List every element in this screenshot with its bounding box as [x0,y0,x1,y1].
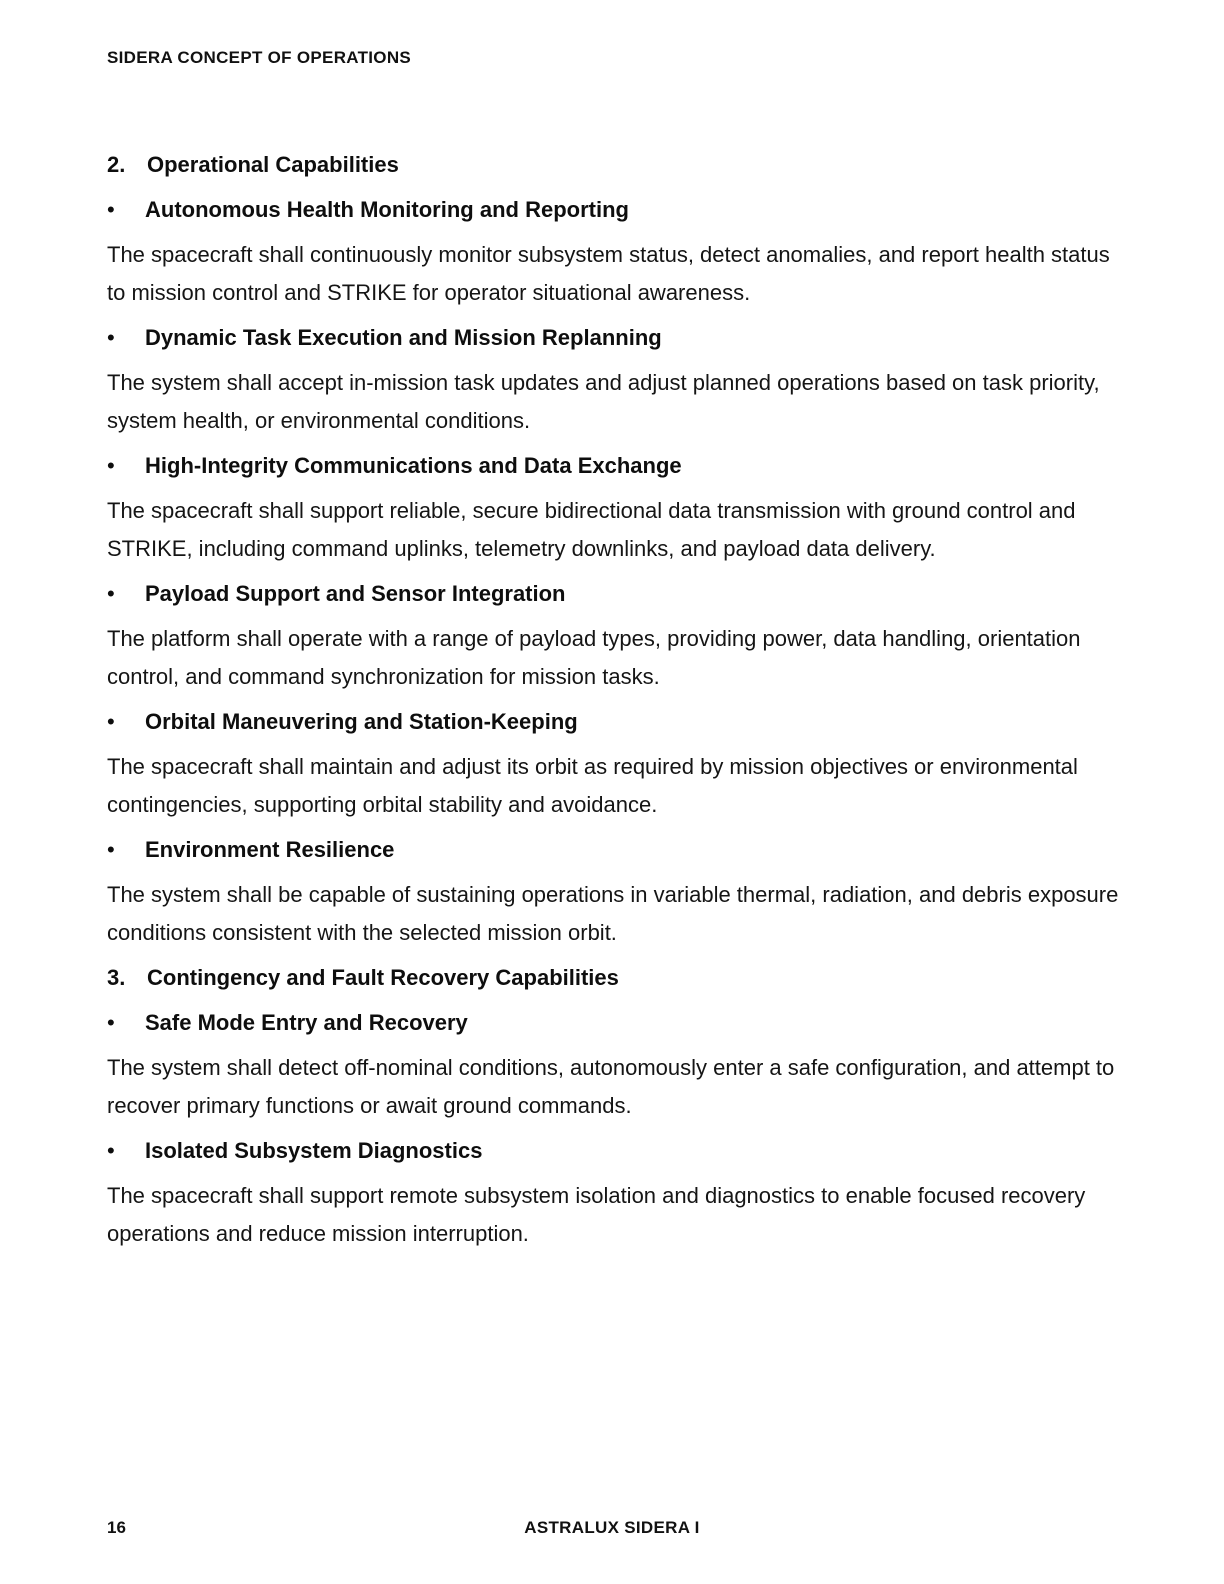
footer-page-number: 16 [107,1518,126,1537]
section-title: Contingency and Fault Recovery Capabilities [147,965,619,990]
bullet-title: Safe Mode Entry and Recovery [145,1010,468,1035]
bullet-marker: • [107,837,115,862]
bullet-title: Payload Support and Sensor Integration [145,581,566,606]
bullet-title: High-Integrity Communications and Data Exchange [145,453,682,478]
bullet-title: Autonomous Health Monitoring and Reporting [145,197,629,222]
bullet-marker: • [107,197,115,222]
bullet-marker: • [107,453,115,478]
bullet-title: Orbital Maneuvering and Station-Keeping [145,709,578,734]
section-title: Operational Capabilities [147,152,399,177]
section-number: 2. [107,152,126,177]
bullet-heading-high-integrity-comms [107,447,1119,485]
section-heading-operational-capabilities [107,146,1119,184]
paragraph: The system shall detect off-nominal conditions, autonomously enter a safe configuration, and attempt to recover primary functions or await ground commands. [107,1055,1115,1118]
bullet-title: Isolated Subsystem Diagnostics [145,1138,483,1163]
paragraph: The platform shall operate with a range of payload types, providing power, data handling, orientation control, and command synchronization for mission tasks. [107,626,1081,689]
paragraph: The spacecraft shall support reliable, secure bidirectional data transmission with ground control and STRIKE, including command uplinks, telemetry downlinks, and payload data delivery. [107,498,1076,561]
bullet-heading-isolated-diagnostics [107,1132,1119,1170]
bullet-title: Environment Resilience [145,837,395,862]
footer-doc-title: ASTRALUX SIDERA I [524,1518,700,1537]
section-number: 3. [107,965,126,990]
bullet-heading-orbital-maneuvering [107,703,1119,741]
document-body [107,146,1119,1260]
bullet-heading-payload-support [107,575,1119,613]
paragraph: The spacecraft shall maintain and adjust its orbit as required by mission objectives or environmental contingencies, supporting orbital stability and avoidance. [107,754,1078,817]
paragraph: The system shall accept in-mission task updates and adjust planned operations based on task priority, system health, or environmental conditions. [107,370,1100,433]
bullet-marker: • [107,325,115,350]
paragraph: The spacecraft shall support remote subsystem isolation and diagnostics to enable focused recovery operations and reduce mission interruption. [107,1183,1086,1246]
paragraph: The spacecraft shall continuously monitor subsystem status, detect anomalies, and report health status to mission control and STRIKE for operator situational awareness. [107,242,1110,305]
bullet-title: Dynamic Task Execution and Mission Replanning [145,325,662,350]
bullet-marker: • [107,1010,115,1035]
bullet-heading-safe-mode [107,1004,1119,1042]
paragraph: The system shall be capable of sustaining operations in variable thermal, radiation, and debris exposure conditions consistent with the selected mission orbit. [107,882,1119,945]
running-header: SIDERA CONCEPT OF OPERATIONS [107,48,412,67]
bullet-marker: • [107,1138,115,1163]
section-heading-contingency-fault-recovery [107,959,1119,997]
bullet-heading-autonomous-health [107,191,1119,229]
bullet-marker: • [107,581,115,606]
bullet-heading-dynamic-task [107,319,1119,357]
bullet-marker: • [107,709,115,734]
bullet-heading-environment-resilience [107,831,1119,869]
